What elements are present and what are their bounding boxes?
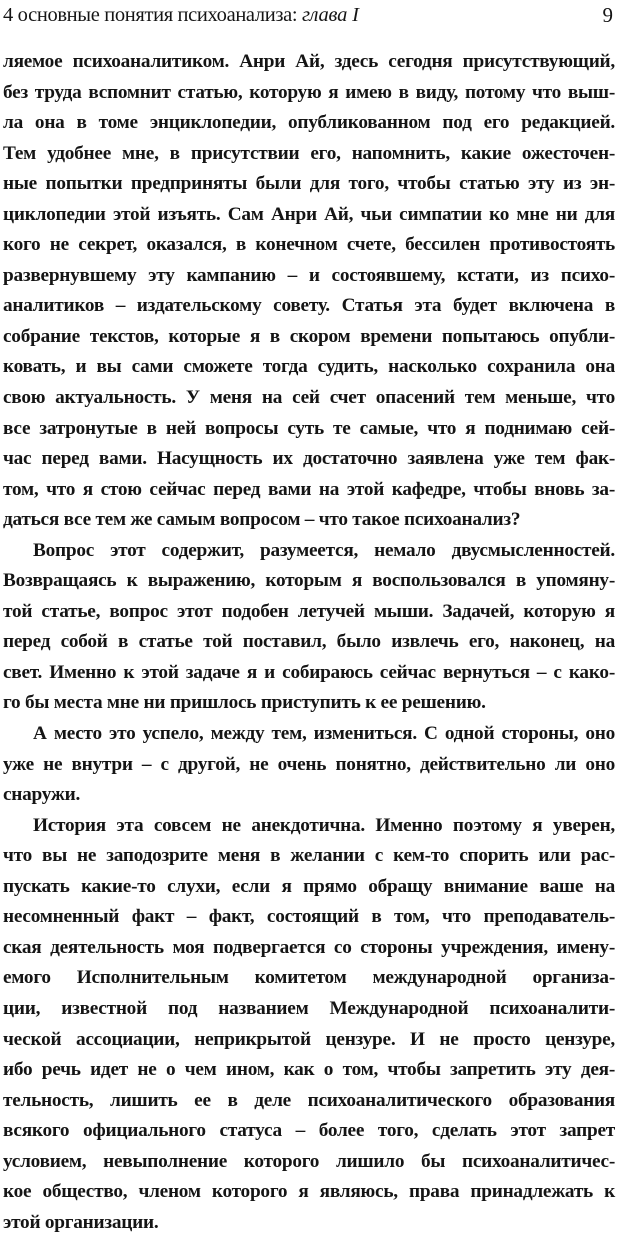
text-line: тельность, лишить ее в деле психоаналитического образования	[3, 1089, 615, 1111]
text-line: несомненный факт – факт, состоящий в том, что преподаватель-	[3, 906, 615, 928]
text-line: том, что я стою сейчас перед вами на этой кафедре, чтобы вновь за-	[3, 478, 615, 500]
text-line: кого не секрет, оказался, в конечном счете, бессилен противостоять	[3, 234, 615, 256]
text-line: ковать, и вы сами сможете тогда судить, насколько сохранила она	[3, 356, 615, 378]
text-line: ская деятельность моя подвергается со стороны учреждения, имену-	[3, 936, 615, 958]
text-line: ные попытки предприняты были для того, чтобы статью эту из эн-	[3, 173, 615, 195]
paragraph-1	[3, 47, 615, 536]
paragraph-2	[3, 536, 615, 719]
text-line: снаружи.	[3, 784, 81, 806]
text-line: ляемое психоаналитиком. Анри Ай, здесь сегодня присутствующий,	[3, 51, 615, 72]
text-line: даться все тем же самым вопросом – что такое психоанализ?	[3, 509, 521, 531]
text-line: свою актуальность. У меня на сей счет опасений тем меньше, что	[3, 387, 615, 409]
text-line: ибо речь идет не о чем ином, как о том, чтобы запретить эту дея-	[3, 1059, 615, 1081]
text-line: История эта совсем не анекдотична. Именно поэтому я уверен,	[33, 814, 615, 836]
book-title: 4 основные понятия психоанализа:	[3, 4, 302, 26]
text-line: циклопедии этой изъять. Сам Анри Ай, чьи симпатии ко мне ни для	[3, 203, 615, 225]
text-line: что вы не заподозрите меня в желании с кем-то спорить или рас-	[3, 845, 615, 867]
text-line: ции, известной под названием Международной психоаналити-	[3, 997, 615, 1019]
text-line: той статье, вопрос этот подобен летучей мыши. Задачей, которую я	[3, 600, 615, 622]
text-line: развернувшему эту кампанию – и состоявшему, кстати, из психо-	[3, 264, 615, 286]
paragraph-4	[3, 811, 615, 1238]
text-line: кое общество, членом которого я являюсь, права принадлежать к	[3, 1181, 615, 1203]
running-header	[3, 0, 615, 30]
text-line: емого Исполнительным комитетом международной организа-	[3, 967, 615, 989]
text-line: условием, невыполнение которого лишило бы психоаналитичес-	[3, 1150, 615, 1172]
text-line: го бы места мне ни пришлось приступить к ее решению.	[3, 692, 486, 714]
text-line: собрание текстов, которые я в скором времени попытаюсь опубли-	[3, 325, 615, 347]
text-line: ла она в томе энциклопедии, опубликованном под его редакцией.	[3, 112, 615, 134]
text-line: Возвращаясь к выражению, которым я воспользовался в упомяну-	[3, 570, 615, 592]
text-line: всякого официального статуса – более того, сделать этот запрет	[3, 1120, 615, 1142]
text-line: аналитиков – издательскому совету. Статья эта будет включена в	[3, 295, 615, 317]
text-line: этой организации.	[3, 1211, 159, 1233]
text-line: час перед вами. Насущность их достаточно заявлена уже тем фак-	[3, 448, 615, 470]
text-line: Вопрос этот содержит, разумеется, немало двусмысленностей.	[33, 539, 615, 561]
page-number: 9	[602, 3, 613, 27]
paragraph-3	[3, 719, 615, 811]
text-line: Тем удобнее мне, в присутствии его, напомнить, какие ожесточен-	[3, 142, 615, 164]
text-line: ческой ассоциации, неприкрытой цензуре. И не просто цензуре,	[3, 1028, 615, 1050]
text-line: перед собой в статье той поставил, было извлечь его, наконец, на	[3, 631, 615, 653]
text-line: А место это успело, между тем, измениться. С одной стороны, оно	[33, 723, 615, 745]
text-line: все затронутые в ней вопросы суть те самые, что я поднимаю сей-	[3, 417, 615, 439]
chapter-title: глава I	[301, 4, 359, 26]
text-line: пускать какие-то слухи, если я прямо обращу внимание ваше на	[3, 875, 615, 897]
text-line: без труда вспомнит статью, которую я имею в виду, потому что выш-	[3, 81, 615, 103]
body-text	[3, 47, 615, 1238]
text-line: уже не внутри – с другой, не очень понятно, действительно ли оно	[3, 753, 615, 775]
text-line: свет. Именно к этой задаче я и собираюсь сейчас вернуться – с како-	[3, 661, 615, 683]
